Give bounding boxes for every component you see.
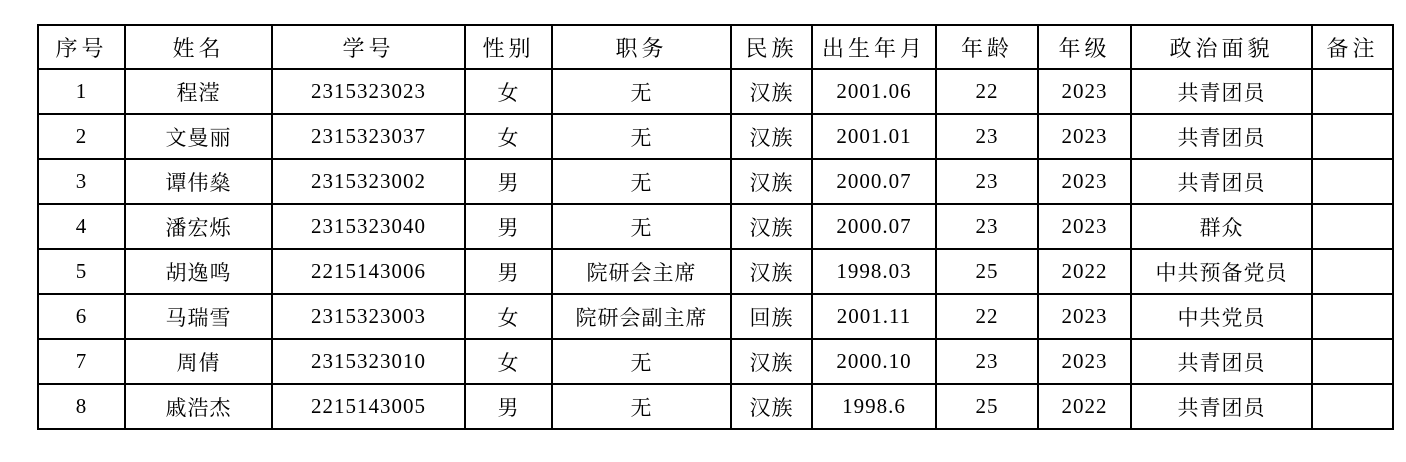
cell-grade: 2023 [1038, 159, 1131, 204]
cell-age: 25 [936, 384, 1038, 429]
cell-grade: 2023 [1038, 204, 1131, 249]
cell-remark [1312, 294, 1393, 339]
cell-gender: 男 [465, 249, 552, 294]
table-row [38, 69, 1393, 114]
cell-remark [1312, 204, 1393, 249]
cell-index: 5 [38, 249, 125, 294]
cell-index: 3 [38, 159, 125, 204]
column-header-student-id: 学号 [272, 25, 465, 69]
cell-student-id: 2315323003 [272, 294, 465, 339]
cell-name: 周倩 [125, 339, 272, 384]
column-header-position: 职务 [552, 25, 731, 69]
cell-ethnicity: 汉族 [731, 69, 812, 114]
cell-political-status: 共青团员 [1131, 114, 1312, 159]
cell-birth-date: 2000.10 [812, 339, 936, 384]
cell-gender: 女 [465, 339, 552, 384]
column-header-age: 年龄 [936, 25, 1038, 69]
column-header-index: 序号 [38, 25, 125, 69]
cell-name: 马瑞雪 [125, 294, 272, 339]
cell-student-id: 2315323010 [272, 339, 465, 384]
cell-ethnicity: 汉族 [731, 204, 812, 249]
cell-remark [1312, 69, 1393, 114]
cell-ethnicity: 汉族 [731, 114, 812, 159]
cell-remark [1312, 159, 1393, 204]
cell-position: 院研会副主席 [552, 294, 731, 339]
cell-name: 戚浩杰 [125, 384, 272, 429]
cell-ethnicity: 汉族 [731, 384, 812, 429]
header-row [38, 25, 1393, 69]
cell-political-status: 中共预备党员 [1131, 249, 1312, 294]
column-header-birth-date: 出生年月 [812, 25, 936, 69]
cell-position: 无 [552, 339, 731, 384]
cell-birth-date: 2000.07 [812, 204, 936, 249]
cell-political-status: 共青团员 [1131, 339, 1312, 384]
table-row [38, 384, 1393, 429]
cell-student-id: 2315323040 [272, 204, 465, 249]
cell-age: 23 [936, 114, 1038, 159]
cell-index: 7 [38, 339, 125, 384]
cell-name: 潘宏烁 [125, 204, 272, 249]
cell-gender: 男 [465, 384, 552, 429]
cell-grade: 2023 [1038, 294, 1131, 339]
cell-grade: 2023 [1038, 69, 1131, 114]
cell-student-id: 2315323002 [272, 159, 465, 204]
cell-birth-date: 2000.07 [812, 159, 936, 204]
cell-student-id: 2215143006 [272, 249, 465, 294]
cell-index: 4 [38, 204, 125, 249]
cell-age: 23 [936, 339, 1038, 384]
cell-index: 2 [38, 114, 125, 159]
cell-gender: 女 [465, 69, 552, 114]
cell-grade: 2022 [1038, 249, 1131, 294]
cell-index: 1 [38, 69, 125, 114]
cell-gender: 男 [465, 204, 552, 249]
cell-age: 23 [936, 159, 1038, 204]
cell-birth-date: 1998.03 [812, 249, 936, 294]
cell-name: 文曼丽 [125, 114, 272, 159]
cell-index: 8 [38, 384, 125, 429]
table-row [38, 294, 1393, 339]
column-header-political-status: 政治面貌 [1131, 25, 1312, 69]
column-header-name: 姓名 [125, 25, 272, 69]
cell-remark [1312, 114, 1393, 159]
cell-position: 无 [552, 69, 731, 114]
cell-student-id: 2315323037 [272, 114, 465, 159]
table-row [38, 204, 1393, 249]
cell-age: 22 [936, 69, 1038, 114]
cell-position: 无 [552, 204, 731, 249]
cell-ethnicity: 回族 [731, 294, 812, 339]
cell-birth-date: 2001.06 [812, 69, 936, 114]
cell-grade: 2023 [1038, 339, 1131, 384]
cell-political-status: 共青团员 [1131, 159, 1312, 204]
cell-position: 院研会主席 [552, 249, 731, 294]
column-header-gender: 性别 [465, 25, 552, 69]
cell-grade: 2022 [1038, 384, 1131, 429]
cell-age: 23 [936, 204, 1038, 249]
cell-position: 无 [552, 159, 731, 204]
cell-political-status: 中共党员 [1131, 294, 1312, 339]
student-roster-table [37, 24, 1394, 430]
cell-birth-date: 1998.6 [812, 384, 936, 429]
cell-position: 无 [552, 384, 731, 429]
cell-ethnicity: 汉族 [731, 159, 812, 204]
cell-name: 胡逸鸣 [125, 249, 272, 294]
column-header-remark: 备注 [1312, 25, 1393, 69]
cell-name: 谭伟燊 [125, 159, 272, 204]
cell-age: 25 [936, 249, 1038, 294]
cell-birth-date: 2001.11 [812, 294, 936, 339]
cell-student-id: 2315323023 [272, 69, 465, 114]
cell-political-status: 共青团员 [1131, 69, 1312, 114]
roster-body [38, 69, 1393, 429]
cell-political-status: 群众 [1131, 204, 1312, 249]
cell-ethnicity: 汉族 [731, 339, 812, 384]
cell-gender: 女 [465, 114, 552, 159]
table-row [38, 339, 1393, 384]
cell-remark [1312, 249, 1393, 294]
cell-ethnicity: 汉族 [731, 249, 812, 294]
table-row [38, 114, 1393, 159]
cell-political-status: 共青团员 [1131, 384, 1312, 429]
cell-birth-date: 2001.01 [812, 114, 936, 159]
cell-student-id: 2215143005 [272, 384, 465, 429]
cell-gender: 男 [465, 159, 552, 204]
cell-remark [1312, 339, 1393, 384]
column-header-grade: 年级 [1038, 25, 1131, 69]
cell-remark [1312, 384, 1393, 429]
cell-index: 6 [38, 294, 125, 339]
table-row [38, 249, 1393, 294]
cell-name: 程滢 [125, 69, 272, 114]
cell-gender: 女 [465, 294, 552, 339]
cell-grade: 2023 [1038, 114, 1131, 159]
cell-position: 无 [552, 114, 731, 159]
column-header-ethnicity: 民族 [731, 25, 812, 69]
cell-age: 22 [936, 294, 1038, 339]
table-row [38, 159, 1393, 204]
